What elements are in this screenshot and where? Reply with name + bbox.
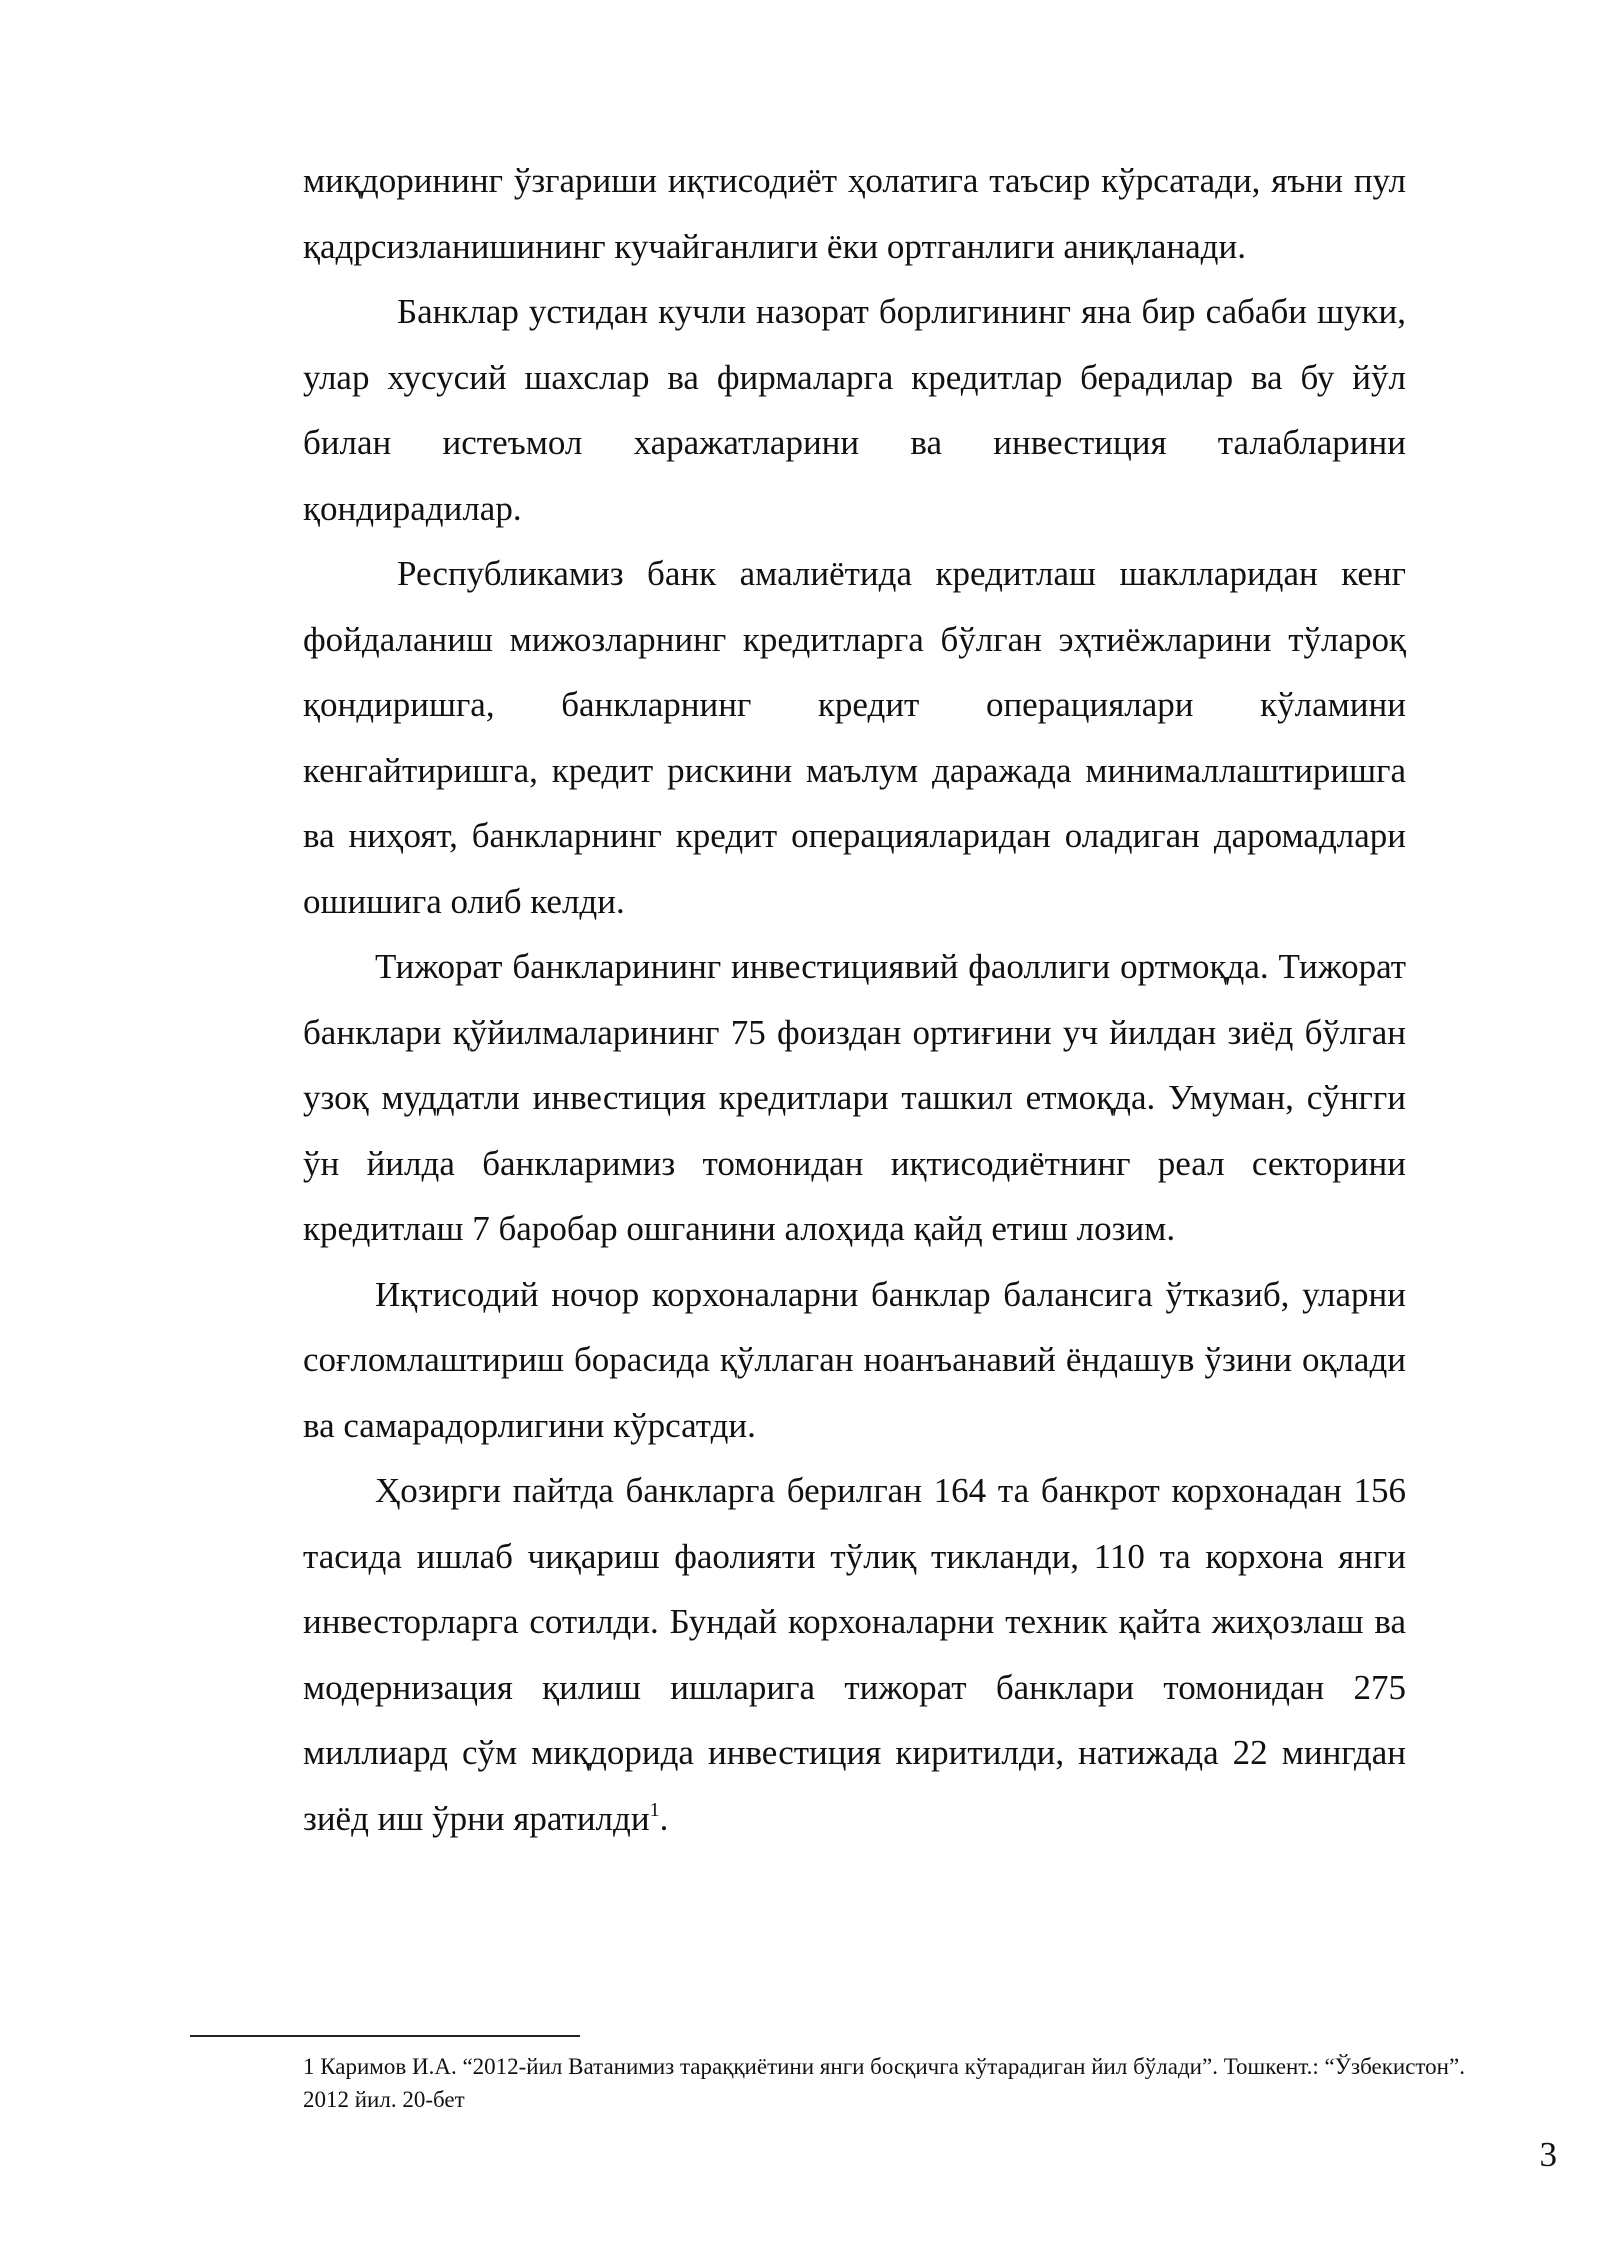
footnote-reference: 1 — [649, 1798, 660, 1821]
paragraph: Тижорат банкларининг инвестициявий фаоллиги ортмоқда. Тижорат банклари қўйилмаларининг 75 фоиздан ортиғини уч йилдан зиёд бўлган узоқ муддатли инвестиция кредитлари ташкил етмоқда. Умуман, сўнгги ўн йилда банкларимиз томонидан иқтисодиётнинг реал секторини кредитлаш 7 баробар ошганини алоҳида қайд етиш лозим. — [303, 947, 1406, 1248]
paragraph: Иқтисодий ночор корхоналарни банклар балансига ўтказиб, уларни соғломлаштириш борасида қўллаган ноанъанавий ёндашув ўзини оқлади ва самарадорлигини кўрсатди. — [303, 1274, 1406, 1445]
paragraph-with-footnote — [303, 1458, 1406, 1851]
footnote: 1 Каримов И.А. “2012-йил Ватанимиз тараққиётини янги босқичга кўтарадиган йил бўлади”. Тошкент.: “Ўзбекистон”. 2012 йил. 20-бет — [303, 2054, 1465, 2112]
paragraph: миқдорининг ўзгариши иқтисодиёт ҳолатига таъсир кўрсатади, яъни пул қадрсизланишининг кучайганлиги ёки ортганлиги аниқланади. — [303, 161, 1406, 266]
body-text — [303, 148, 1406, 1851]
paragraph-end: . — [659, 1798, 669, 1838]
footnote-separator — [190, 2035, 580, 2037]
page-number: 3 — [1539, 2135, 1557, 2174]
paragraph-text: Ҳозирги пайтда банкларга берилган 164 та банкрот корхонадан 156 тасида ишлаб чиқариш фаолияти тўлиқ тикланди, 110 та корхона янги инвесторларга сотилди. Бундай корхоналарни техник қайта жиҳозлаш ва модернизация қилиш ишларига тижорат банклари томонидан 275 миллиард сўм миқдорида инвестиция киритилди, натижада 22 мингдан зиёд иш ўрни яратилди — [303, 1471, 1406, 1838]
paragraph: Республикамиз банк амалиётида кредитлаш шаклларидан кенг фойдаланиш мижозларнинг кредитларга бўлган эҳтиёжларини тўлароқ қондиришга, банкларнинг кредит операциялари кўламини кенгайтиришга, кредит рискини маълум даражада минималлаштиришга ва ниҳоят, банкларнинг кредит операцияларидан оладиган даромадлари ошишига олиб келди. — [303, 554, 1406, 921]
paragraph: Банклар устидан кучли назорат борлигининг яна бир сабаби шуки, улар хусусий шахслар ва фирмаларга кредитлар берадилар ва бу йўл билан истеъмол харажатларини ва инвестиция талабларини қондирадилар. — [303, 292, 1406, 528]
